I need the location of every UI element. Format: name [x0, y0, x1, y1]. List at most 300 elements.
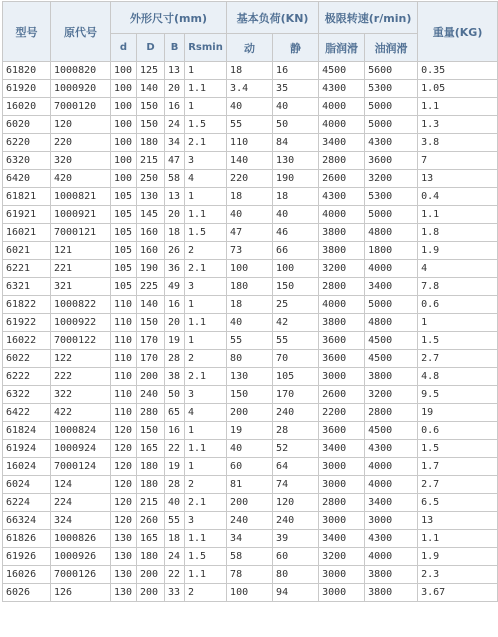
cell-B: 38: [165, 368, 185, 386]
cell-weight: 1: [418, 314, 498, 332]
cell-B: 49: [165, 278, 185, 296]
cell-D: 280: [137, 404, 165, 422]
cell-static-load: 46: [273, 224, 319, 242]
cell-d: 110: [111, 332, 137, 350]
table-row: [3, 440, 498, 458]
cell-d: 120: [111, 512, 137, 530]
cell-original-code: 1000922: [51, 314, 111, 332]
cell-dynamic-load: 81: [227, 476, 273, 494]
cell-B: 28: [165, 476, 185, 494]
cell-rsmin: 1.5: [185, 224, 227, 242]
cell-B: 16: [165, 98, 185, 116]
cell-dynamic-load: 180: [227, 278, 273, 296]
cell-d: 100: [111, 116, 137, 134]
table-row: [3, 548, 498, 566]
table-row: [3, 422, 498, 440]
cell-original-code: 1000822: [51, 296, 111, 314]
cell-B: 55: [165, 512, 185, 530]
header-model: 型号: [3, 2, 51, 62]
table-row: [3, 242, 498, 260]
cell-model: 6420: [3, 170, 51, 188]
cell-static-load: 130: [273, 152, 319, 170]
cell-static-load: 50: [273, 116, 319, 134]
cell-dynamic-load: 34: [227, 530, 273, 548]
cell-grease-speed: 2600: [319, 170, 365, 188]
cell-static-load: 240: [273, 404, 319, 422]
cell-grease-speed: 4500: [319, 62, 365, 80]
cell-original-code: 1000926: [51, 548, 111, 566]
cell-original-code: 7000120: [51, 98, 111, 116]
cell-rsmin: 2.1: [185, 368, 227, 386]
cell-D: 225: [137, 278, 165, 296]
cell-dynamic-load: 78: [227, 566, 273, 584]
cell-d: 110: [111, 296, 137, 314]
cell-B: 16: [165, 296, 185, 314]
cell-B: 20: [165, 206, 185, 224]
cell-rsmin: 1: [185, 62, 227, 80]
cell-B: 20: [165, 80, 185, 98]
cell-dynamic-load: 100: [227, 260, 273, 278]
cell-d: 100: [111, 98, 137, 116]
cell-weight: 7: [418, 152, 498, 170]
cell-dynamic-load: 18: [227, 62, 273, 80]
cell-oil-speed: 5000: [365, 206, 418, 224]
cell-weight: 0.6: [418, 422, 498, 440]
table-row: [3, 296, 498, 314]
cell-rsmin: 1.1: [185, 440, 227, 458]
cell-grease-speed: 4000: [319, 206, 365, 224]
cell-B: 34: [165, 134, 185, 152]
cell-oil-speed: 1800: [365, 242, 418, 260]
cell-original-code: 1000820: [51, 62, 111, 80]
cell-model: 6024: [3, 476, 51, 494]
cell-model: 6026: [3, 584, 51, 602]
cell-d: 110: [111, 314, 137, 332]
cell-weight: 1.3: [418, 116, 498, 134]
cell-d: 110: [111, 404, 137, 422]
cell-grease-speed: 2200: [319, 404, 365, 422]
cell-D: 165: [137, 530, 165, 548]
cell-grease-speed: 3800: [319, 224, 365, 242]
table-row: [3, 404, 498, 422]
cell-static-load: 28: [273, 422, 319, 440]
cell-grease-speed: 2800: [319, 152, 365, 170]
table-row: [3, 314, 498, 332]
table-row: [3, 152, 498, 170]
cell-grease-speed: 3800: [319, 242, 365, 260]
cell-model: 16020: [3, 98, 51, 116]
table-row: [3, 80, 498, 98]
header-oil: 油润滑: [365, 34, 418, 62]
cell-B: 36: [165, 260, 185, 278]
cell-weight: 1.9: [418, 242, 498, 260]
cell-grease-speed: 2800: [319, 278, 365, 296]
cell-static-load: 240: [273, 512, 319, 530]
cell-rsmin: 2.1: [185, 494, 227, 512]
cell-grease-speed: 4300: [319, 80, 365, 98]
cell-D: 170: [137, 332, 165, 350]
table-row: [3, 584, 498, 602]
table-row: [3, 116, 498, 134]
cell-d: 105: [111, 242, 137, 260]
cell-static-load: 42: [273, 314, 319, 332]
cell-model: 6224: [3, 494, 51, 512]
cell-static-load: 35: [273, 80, 319, 98]
header-basic-load: 基本负荷(KN): [227, 2, 319, 34]
cell-B: 28: [165, 350, 185, 368]
cell-dynamic-load: 240: [227, 512, 273, 530]
cell-original-code: 221: [51, 260, 111, 278]
cell-grease-speed: 2600: [319, 386, 365, 404]
cell-dynamic-load: 18: [227, 296, 273, 314]
cell-B: 50: [165, 386, 185, 404]
cell-B: 65: [165, 404, 185, 422]
cell-dynamic-load: 150: [227, 386, 273, 404]
cell-weight: 1.7: [418, 458, 498, 476]
cell-static-load: 55: [273, 332, 319, 350]
cell-weight: 0.35: [418, 62, 498, 80]
cell-weight: 19: [418, 404, 498, 422]
cell-oil-speed: 4300: [365, 134, 418, 152]
cell-grease-speed: 3000: [319, 584, 365, 602]
bearing-spec-table: [2, 1, 498, 602]
cell-weight: 2.7: [418, 476, 498, 494]
cell-D: 180: [137, 548, 165, 566]
cell-grease-speed: 4000: [319, 116, 365, 134]
cell-model: 6321: [3, 278, 51, 296]
cell-D: 130: [137, 188, 165, 206]
cell-static-load: 120: [273, 494, 319, 512]
cell-weight: 0.6: [418, 296, 498, 314]
cell-weight: 3.8: [418, 134, 498, 152]
cell-grease-speed: 3600: [319, 350, 365, 368]
cell-original-code: 126: [51, 584, 111, 602]
cell-D: 150: [137, 98, 165, 116]
cell-grease-speed: 3000: [319, 566, 365, 584]
cell-weight: 3.67: [418, 584, 498, 602]
cell-model: 61820: [3, 62, 51, 80]
cell-B: 22: [165, 566, 185, 584]
cell-model: 6020: [3, 116, 51, 134]
cell-oil-speed: 4500: [365, 422, 418, 440]
cell-weight: 4: [418, 260, 498, 278]
cell-rsmin: 4: [185, 404, 227, 422]
cell-oil-speed: 4000: [365, 548, 418, 566]
cell-dynamic-load: 100: [227, 584, 273, 602]
cell-weight: 1.5: [418, 440, 498, 458]
cell-dynamic-load: 140: [227, 152, 273, 170]
cell-original-code: 124: [51, 476, 111, 494]
cell-d: 105: [111, 206, 137, 224]
cell-model: 6322: [3, 386, 51, 404]
cell-oil-speed: 3800: [365, 566, 418, 584]
cell-grease-speed: 4300: [319, 188, 365, 206]
header-grease: 脂润滑: [319, 34, 365, 62]
cell-grease-speed: 3400: [319, 440, 365, 458]
cell-static-load: 25: [273, 296, 319, 314]
cell-oil-speed: 4800: [365, 314, 418, 332]
cell-oil-speed: 4500: [365, 332, 418, 350]
cell-model: 16024: [3, 458, 51, 476]
cell-model: 6220: [3, 134, 51, 152]
cell-d: 120: [111, 476, 137, 494]
cell-rsmin: 3: [185, 152, 227, 170]
cell-weight: 4.8: [418, 368, 498, 386]
cell-dynamic-load: 200: [227, 404, 273, 422]
cell-d: 110: [111, 386, 137, 404]
cell-rsmin: 2.1: [185, 260, 227, 278]
cell-B: 19: [165, 458, 185, 476]
cell-rsmin: 1.1: [185, 206, 227, 224]
cell-D: 200: [137, 368, 165, 386]
cell-D: 200: [137, 584, 165, 602]
table-row: [3, 458, 498, 476]
cell-static-load: 52: [273, 440, 319, 458]
cell-original-code: 324: [51, 512, 111, 530]
cell-model: 61922: [3, 314, 51, 332]
cell-oil-speed: 3400: [365, 278, 418, 296]
table-row: [3, 566, 498, 584]
cell-original-code: 1000824: [51, 422, 111, 440]
cell-weight: 1.1: [418, 530, 498, 548]
cell-rsmin: 3: [185, 278, 227, 296]
cell-original-code: 120: [51, 116, 111, 134]
cell-original-code: 422: [51, 404, 111, 422]
cell-D: 215: [137, 152, 165, 170]
header-dimensions: 外形尺寸(mm): [111, 2, 227, 34]
cell-static-load: 66: [273, 242, 319, 260]
cell-oil-speed: 5300: [365, 80, 418, 98]
cell-D: 215: [137, 494, 165, 512]
cell-weight: 1.05: [418, 80, 498, 98]
header-dynamic: 动: [227, 34, 273, 62]
header-static: 静: [273, 34, 319, 62]
cell-d: 130: [111, 530, 137, 548]
cell-model: 61920: [3, 80, 51, 98]
table-row: [3, 188, 498, 206]
cell-static-load: 190: [273, 170, 319, 188]
cell-B: 47: [165, 152, 185, 170]
cell-static-load: 39: [273, 530, 319, 548]
cell-oil-speed: 3000: [365, 512, 418, 530]
table-row: [3, 476, 498, 494]
cell-model: 16021: [3, 224, 51, 242]
cell-weight: 7.8: [418, 278, 498, 296]
table-row: [3, 332, 498, 350]
cell-static-load: 94: [273, 584, 319, 602]
cell-D: 150: [137, 116, 165, 134]
cell-d: 105: [111, 188, 137, 206]
cell-model: 6320: [3, 152, 51, 170]
cell-model: 6221: [3, 260, 51, 278]
cell-rsmin: 1: [185, 296, 227, 314]
cell-static-load: 150: [273, 278, 319, 296]
cell-D: 180: [137, 134, 165, 152]
cell-rsmin: 1: [185, 188, 227, 206]
table-row: [3, 260, 498, 278]
cell-B: 20: [165, 314, 185, 332]
cell-B: 22: [165, 440, 185, 458]
cell-model: 61926: [3, 548, 51, 566]
cell-static-load: 100: [273, 260, 319, 278]
cell-B: 24: [165, 548, 185, 566]
cell-D: 180: [137, 458, 165, 476]
cell-dynamic-load: 55: [227, 116, 273, 134]
cell-rsmin: 1.5: [185, 116, 227, 134]
cell-static-load: 60: [273, 548, 319, 566]
cell-model: 16022: [3, 332, 51, 350]
cell-rsmin: 2: [185, 584, 227, 602]
cell-original-code: 322: [51, 386, 111, 404]
cell-weight: 9.5: [418, 386, 498, 404]
cell-model: 61824: [3, 422, 51, 440]
table-row: [3, 62, 498, 80]
cell-weight: 1.1: [418, 206, 498, 224]
table-row: [3, 206, 498, 224]
cell-d: 110: [111, 368, 137, 386]
cell-dynamic-load: 40: [227, 440, 273, 458]
cell-static-load: 80: [273, 566, 319, 584]
cell-D: 250: [137, 170, 165, 188]
table-row: [3, 350, 498, 368]
cell-static-load: 74: [273, 476, 319, 494]
cell-rsmin: 2.1: [185, 134, 227, 152]
cell-grease-speed: 2800: [319, 494, 365, 512]
cell-dynamic-load: 18: [227, 188, 273, 206]
cell-original-code: 420: [51, 170, 111, 188]
table-row: [3, 386, 498, 404]
cell-static-load: 170: [273, 386, 319, 404]
cell-weight: 2.3: [418, 566, 498, 584]
cell-static-load: 64: [273, 458, 319, 476]
cell-dynamic-load: 40: [227, 98, 273, 116]
cell-grease-speed: 4000: [319, 98, 365, 116]
cell-original-code: 121: [51, 242, 111, 260]
cell-weight: 13: [418, 512, 498, 530]
cell-d: 120: [111, 494, 137, 512]
cell-oil-speed: 4800: [365, 224, 418, 242]
cell-oil-speed: 5000: [365, 98, 418, 116]
cell-d: 100: [111, 134, 137, 152]
header-B: B: [165, 34, 185, 62]
cell-original-code: 7000124: [51, 458, 111, 476]
cell-dynamic-load: 80: [227, 350, 273, 368]
cell-static-load: 70: [273, 350, 319, 368]
cell-weight: 2.7: [418, 350, 498, 368]
cell-oil-speed: 4000: [365, 458, 418, 476]
cell-rsmin: 2: [185, 242, 227, 260]
cell-B: 13: [165, 188, 185, 206]
cell-grease-speed: 3000: [319, 476, 365, 494]
cell-B: 26: [165, 242, 185, 260]
cell-oil-speed: 4500: [365, 350, 418, 368]
cell-dynamic-load: 19: [227, 422, 273, 440]
cell-original-code: 220: [51, 134, 111, 152]
cell-B: 13: [165, 62, 185, 80]
cell-original-code: 1000920: [51, 80, 111, 98]
cell-oil-speed: 2800: [365, 404, 418, 422]
cell-static-load: 40: [273, 98, 319, 116]
cell-original-code: 122: [51, 350, 111, 368]
cell-rsmin: 3: [185, 386, 227, 404]
cell-oil-speed: 5600: [365, 62, 418, 80]
cell-original-code: 7000121: [51, 224, 111, 242]
cell-weight: 1.8: [418, 224, 498, 242]
cell-original-code: 7000126: [51, 566, 111, 584]
table-row: [3, 224, 498, 242]
cell-B: 18: [165, 224, 185, 242]
cell-d: 100: [111, 62, 137, 80]
cell-rsmin: 1.1: [185, 566, 227, 584]
cell-grease-speed: 3000: [319, 458, 365, 476]
cell-B: 58: [165, 170, 185, 188]
cell-rsmin: 1: [185, 422, 227, 440]
table-row: [3, 98, 498, 116]
cell-weight: 13: [418, 170, 498, 188]
header-rsmin: Rsmin: [185, 34, 227, 62]
cell-weight: 0.4: [418, 188, 498, 206]
cell-oil-speed: 3800: [365, 368, 418, 386]
cell-rsmin: 1.5: [185, 548, 227, 566]
cell-oil-speed: 3200: [365, 386, 418, 404]
cell-rsmin: 2: [185, 350, 227, 368]
cell-oil-speed: 4300: [365, 440, 418, 458]
cell-original-code: 1000921: [51, 206, 111, 224]
cell-rsmin: 3: [185, 512, 227, 530]
cell-B: 40: [165, 494, 185, 512]
cell-dynamic-load: 73: [227, 242, 273, 260]
cell-oil-speed: 3200: [365, 170, 418, 188]
cell-model: 16026: [3, 566, 51, 584]
cell-dynamic-load: 40: [227, 206, 273, 224]
cell-original-code: 222: [51, 368, 111, 386]
cell-dynamic-load: 40: [227, 314, 273, 332]
table-row: [3, 134, 498, 152]
header-original-code: 原代号: [51, 2, 111, 62]
cell-d: 130: [111, 548, 137, 566]
cell-rsmin: 1: [185, 98, 227, 116]
cell-oil-speed: 3800: [365, 584, 418, 602]
cell-model: 61826: [3, 530, 51, 548]
cell-d: 120: [111, 440, 137, 458]
cell-d: 100: [111, 80, 137, 98]
table-row: [3, 170, 498, 188]
table-row: [3, 512, 498, 530]
cell-dynamic-load: 47: [227, 224, 273, 242]
cell-D: 160: [137, 224, 165, 242]
cell-D: 145: [137, 206, 165, 224]
header-D: D: [137, 34, 165, 62]
cell-model: 61921: [3, 206, 51, 224]
cell-grease-speed: 4000: [319, 296, 365, 314]
cell-oil-speed: 4300: [365, 530, 418, 548]
table-row: [3, 494, 498, 512]
cell-original-code: 320: [51, 152, 111, 170]
cell-grease-speed: 3200: [319, 260, 365, 278]
table-row: [3, 530, 498, 548]
cell-grease-speed: 3400: [319, 530, 365, 548]
cell-rsmin: 1.1: [185, 530, 227, 548]
cell-B: 24: [165, 116, 185, 134]
cell-original-code: 1000924: [51, 440, 111, 458]
cell-grease-speed: 3400: [319, 134, 365, 152]
cell-dynamic-load: 110: [227, 134, 273, 152]
cell-model: 61822: [3, 296, 51, 314]
cell-grease-speed: 3800: [319, 314, 365, 332]
cell-dynamic-load: 58: [227, 548, 273, 566]
cell-rsmin: 1: [185, 332, 227, 350]
cell-D: 200: [137, 566, 165, 584]
